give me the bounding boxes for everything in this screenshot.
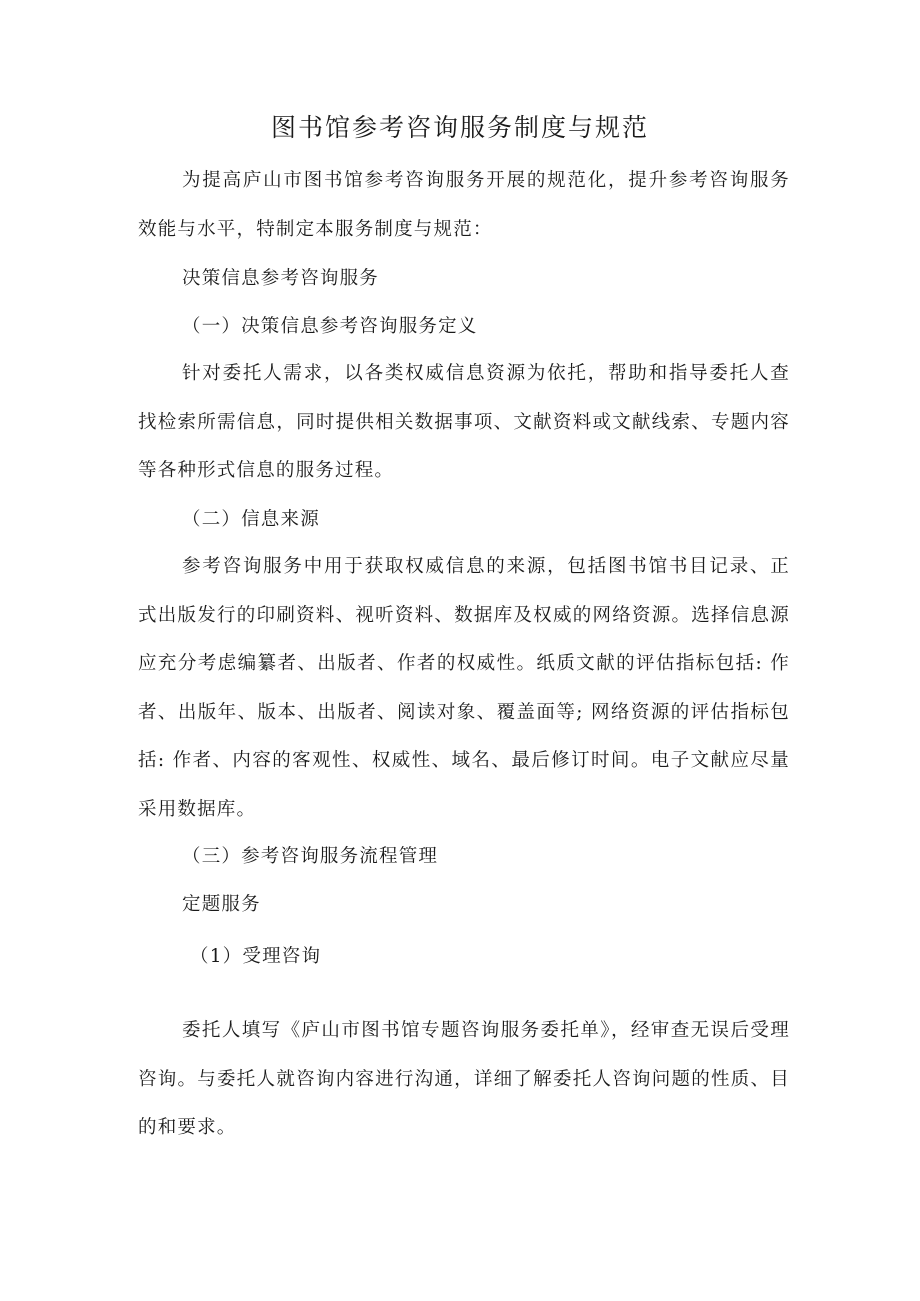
subsection-heading-process-management: （三）参考咨询服务流程管理 (182, 846, 439, 867)
subsection-heading-definition: （一）决策信息参考咨询服务定义 (182, 316, 478, 337)
intro-paragraph: 为提高庐山市图书馆参考咨询服务开展的规范化，提升参考咨询服务效能与水平，特制定本服务制度与规范： (138, 170, 790, 240)
section-heading-topic-service: 定题服务 (182, 894, 261, 915)
document-title: 图书馆参考咨询服务制度与规范 (270, 113, 649, 142)
section-heading-decision-info: 决策信息参考咨询服务 (182, 268, 380, 289)
step-heading-accept-inquiry: （1）受理咨询 (190, 946, 322, 967)
accept-inquiry-paragraph: 委托人填写《庐山市图书馆专题咨询服务委托单》，经审查无误后受理咨询。与委托人就咨询内容进行沟通，详细了解委托人咨询问题的性质、目的和要求。 (138, 1020, 790, 1138)
subsection-heading-info-sources: （二）信息来源 (182, 509, 320, 530)
info-sources-paragraph: 参考咨询服务中用于获取权威信息的来源，包括图书馆书目记录、正式出版发行的印刷资料、视听资料、数据库及权威的网络资源。选择信息源应充分考虑编纂者、出版者、作者的权威性。纸质文献的评估指标包括: 作者、出版年、版本、出版者、阅读对象、覆盖面等; 网络资源的评估指标包括: 作者、内容的客观性、权威性、域名、最后修订时间。电子文献应尽量采用数据库。 (138, 556, 790, 820)
definition-paragraph: 针对委托人需求，以各类权威信息资源为依托，帮助和指导委托人查找检索所需信息，同时提供相关数据事项、文献资料或文献线索、专题内容等各种形式信息的服务过程。 (138, 363, 790, 481)
